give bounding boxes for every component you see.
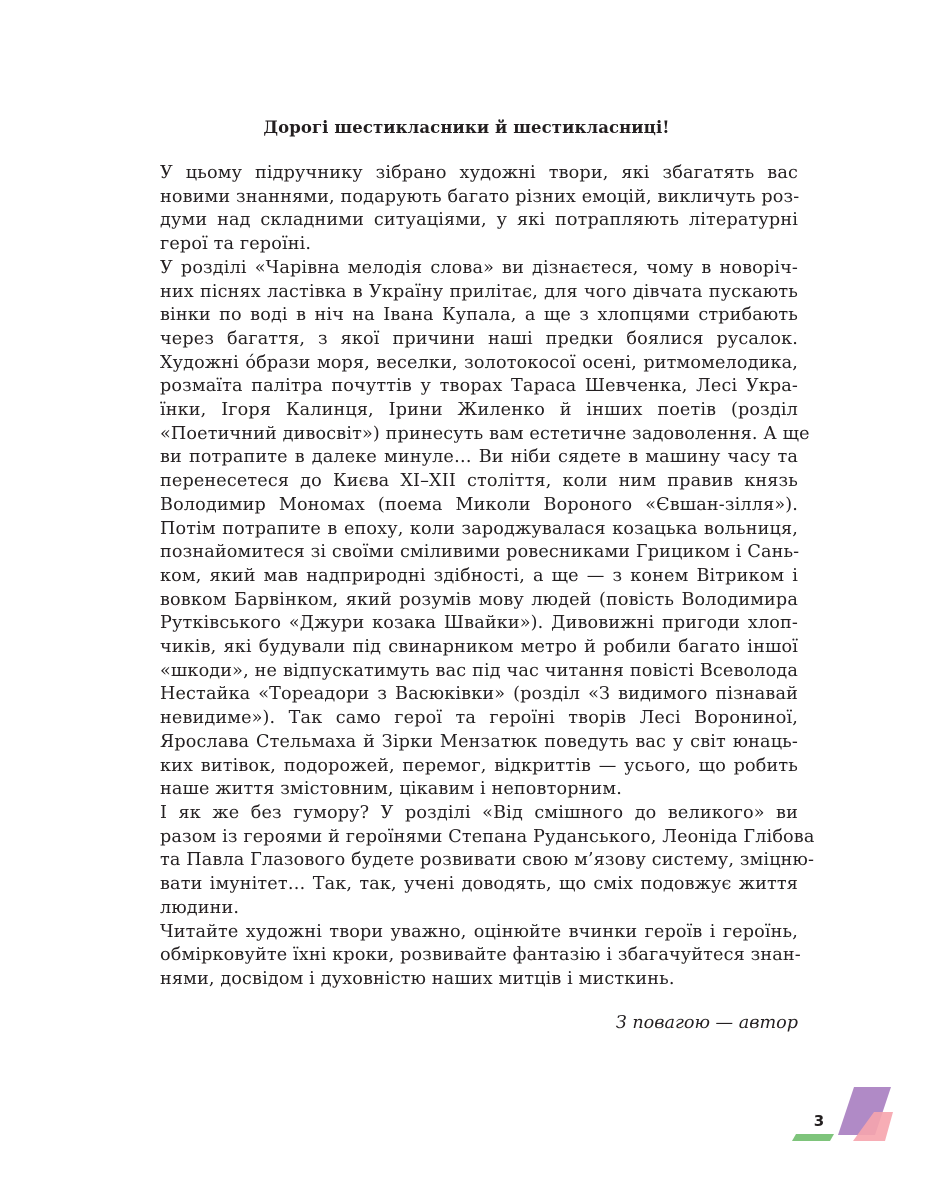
text-line: «Поетичний дивосвіт») принесуть вам естетичне задоволення. А ще [160, 423, 810, 444]
text-line: познайомитеся зі своїми сміливими ровесниками Грициком і Сань- [160, 542, 800, 563]
text-line: обмірковуйте їхні кроки, розвивайте фантазію і збагачуйтеся знан- [160, 945, 801, 966]
text-line: У розділі «Чарівна мелодія слова» ви дізнаєтеся, чому в новоріч- [160, 257, 798, 278]
text-line: У цьому підручнику зібрано художні твори, які збагатять вас [160, 163, 798, 183]
text-line: герої та героїні. [160, 234, 312, 255]
text-line: та Павла Глазового будете розвивати свою м’язову систему, зміцню- [160, 850, 815, 871]
text-line: разом із героями й героїнями Степана Руданського, Леоніда Глібова [160, 826, 815, 847]
text-line: ких витівок, подорожей, перемог, відкриттів — усього, що робить [160, 755, 798, 776]
text-line: Потім потрапите в епоху, коли зароджувалася козацька вольниця, [160, 518, 798, 539]
page-number: 3 [813, 1112, 825, 1130]
signature: З повагою — автор [615, 1013, 798, 1033]
green-underline-shape [792, 1134, 834, 1141]
text-line: через багаття, з якої причини наші предки боялися русалок. [160, 328, 798, 349]
text-line: наше життя змістовним, цікавим і неповторним. [160, 779, 622, 800]
text-line: невидиме»). Так само герої та героїні творів Лесі Ворониної, [160, 708, 798, 729]
text-line: ви потрапите в далеке минуле… Ви ніби сядете в машину часу та [160, 447, 798, 468]
text-line: Рутківського «Джури козака Швайки»). Дивовижні пригоди хлоп- [160, 613, 798, 634]
text-line: Володимир Мономах (поема Миколи Вороного «Євшан-зілля»). [160, 494, 798, 515]
text-line: вовком Барвінком, який розумів мову людей (повість Володимира [160, 589, 798, 610]
text-line: Ярослава Стельмаха й Зірки Мензатюк поведуть вас у світ юнаць- [160, 731, 798, 752]
text-line: перенесетеся до Києва XI–XII століття, коли ним правив князь [160, 471, 798, 492]
text-line: «шкоди», не відпускатимуть вас під час читання повісті Всеволода [160, 660, 798, 681]
text-line: думи над складними ситуаціями, у які потрапляють літературні [160, 210, 798, 231]
text-line: Художні óбрази моря, веселки, золотокосої осені, ритмомелодика, [160, 352, 798, 373]
text-line: ком, який мав надприродні здібності, а ще — з конем Вітриком і [160, 565, 798, 586]
text-line: Читайте художні твори уважно, оцінюйте вчинки героїв і героїнь, [160, 921, 798, 942]
text-line: новими знаннями, подарують багато різних емоцій, викличуть роз- [160, 186, 800, 207]
text-line: розмаїта палітра почуттів у творах Тараса Шевченка, Лесі Укра- [160, 376, 798, 397]
text-line: нями, досвідом і духовністю наших митців і мисткинь. [160, 968, 675, 989]
page-title: Дорогі шестикласники й шестикласниці! [263, 118, 670, 137]
text-line: вати імунітет… Так, так, учені доводять, що сміх подовжує життя [160, 874, 798, 895]
text-line: них піснях ластівка в Україну прилітає, для чого дівчата пускають [160, 281, 798, 302]
text-line: І як же без гумору? У розділі «Від смішного до великого» ви [160, 802, 798, 823]
text-line: чиків, які будували під свинарником метро й робили багато іншої [160, 637, 798, 658]
text-line: їнки, Ігоря Калинця, Ірини Жиленко й інших поетів (розділ [160, 400, 798, 421]
text-line: людини. [160, 897, 240, 918]
text-line: Нестайка «Тореадори з Васюківки» (розділ «З видимого пізнавай [160, 684, 798, 705]
text-line: вінки по воді в ніч на Івана Купала, а ще з хлопцями стрибають [160, 305, 798, 326]
